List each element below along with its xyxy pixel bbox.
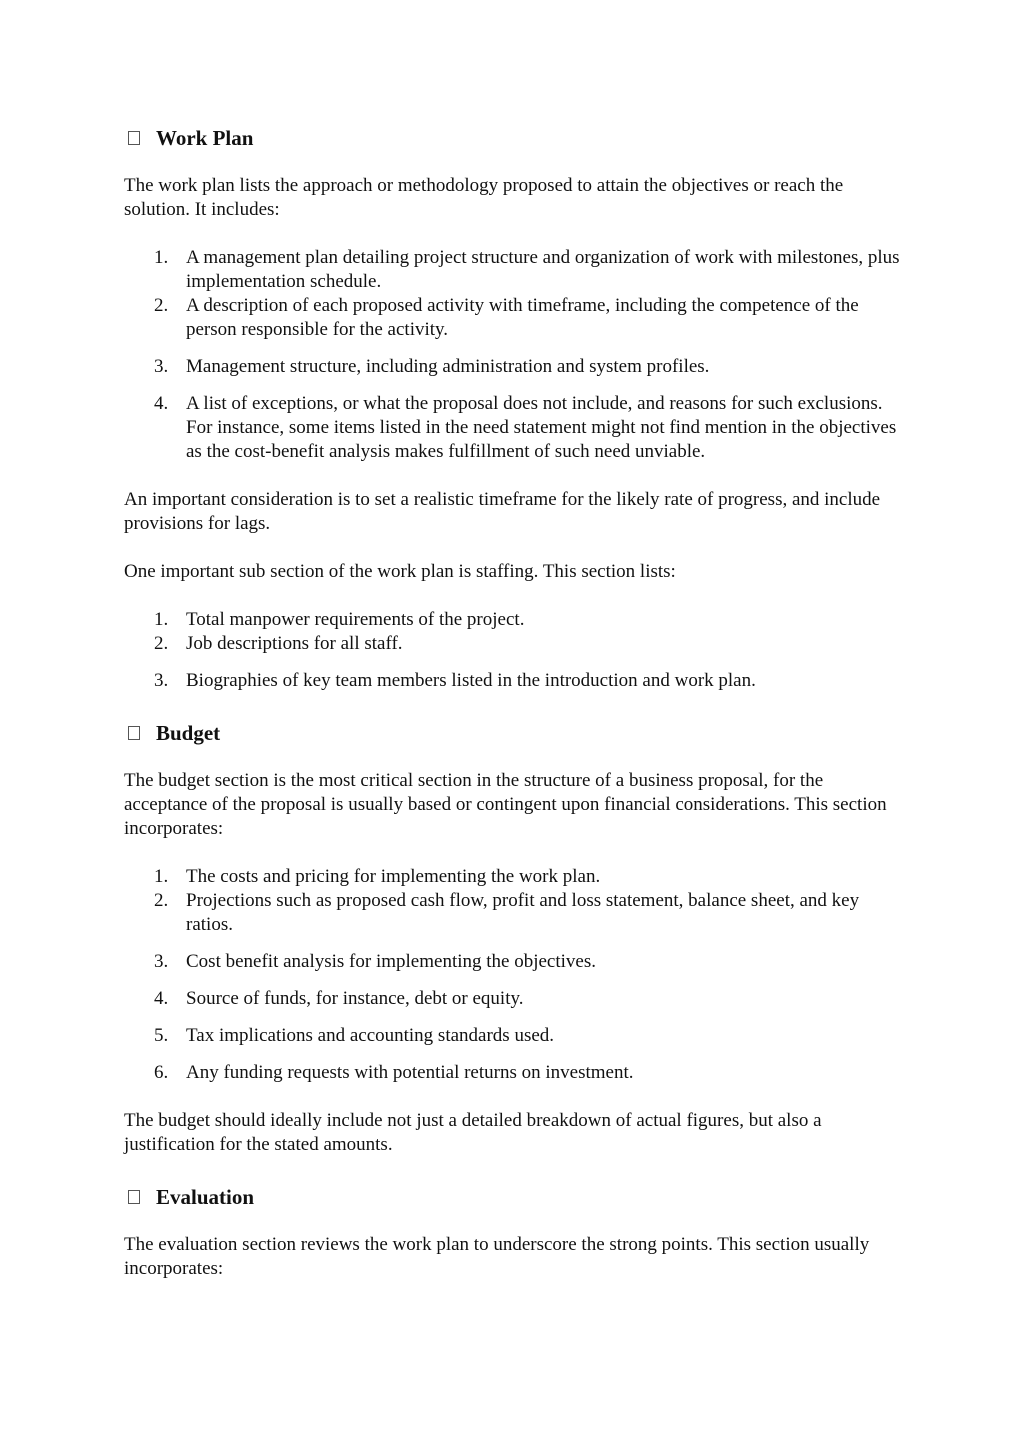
work-plan-heading-text: Work Plan [156,126,254,150]
list-item: 4. A list of exceptions, or what the proposal does not include, and reasons for such exclusions. For instance, some items listed in the need statement might not find mention in the objectives as the cost-benefit analysis makes fulfillment of such need unviable. [154,393,897,462]
list-item: 6. Any funding requests with potential returns on investment. [154,1062,634,1083]
work-plan-consideration: An important consideration is to set a realistic timeframe for the likely rate of progress, and include provisions for lags. [124,489,881,534]
section-heading-evaluation [124,1181,904,1213]
list-item: 5. Tax implications and accounting standards used. [154,1025,555,1046]
budget-intro: The budget section is the most critical section in the structure of a business proposal, for the acceptance of the proposal is usually based or contingent upon financial considerations. This section incorporates: [124,770,887,839]
list-item: 3. Biographies of key team members listed in the introduction and work plan. [154,670,756,691]
list-item: 2. A description of each proposed activity with timeframe, including the competence of the person responsible for the activity. [154,295,859,340]
budget-closing: The budget should ideally include not just a detailed breakdown of actual figures, but also a justification for the stated amounts. [124,1110,822,1155]
evaluation-intro: The evaluation section reviews the work plan to underscore the strong points. This section usually incorporates: [124,1234,870,1279]
list-item: 1. A management plan detailing project structure and organization of work with milestones, plus implementation schedule. [154,247,900,292]
document-body [124,122,904,1281]
work-plan-intro: The work plan lists the approach or methodology proposed to attain the objectives or reach the solution. It includes: [124,175,844,220]
list-item: 1. Total manpower requirements of the project. [154,609,525,630]
evaluation-heading-text: Evaluation [156,1185,255,1209]
list-item: 3. Management structure, including administration and system profiles. [154,356,710,377]
bullet-box-icon [128,1190,140,1204]
bullet-box-icon [128,726,140,740]
budget-list [124,865,904,1085]
staffing-intro: One important sub section of the work plan is staffing. This section lists: [124,561,676,582]
budget-heading-text: Budget [156,721,221,745]
bullet-box-icon [128,131,140,145]
list-item: 2. Job descriptions for all staff. [154,633,403,654]
section-heading-budget [124,717,904,749]
list-item: 4. Source of funds, for instance, debt or equity. [154,988,524,1009]
list-item: 2. Projections such as proposed cash flow, profit and loss statement, balance sheet, and key ratios. [154,890,860,935]
section-heading-work-plan [124,122,904,154]
list-item: 3. Cost benefit analysis for implementing the objectives. [154,951,596,972]
work-plan-list [124,246,904,464]
staffing-list [124,608,904,693]
list-item: 1. The costs and pricing for implementing the work plan. [154,866,601,887]
